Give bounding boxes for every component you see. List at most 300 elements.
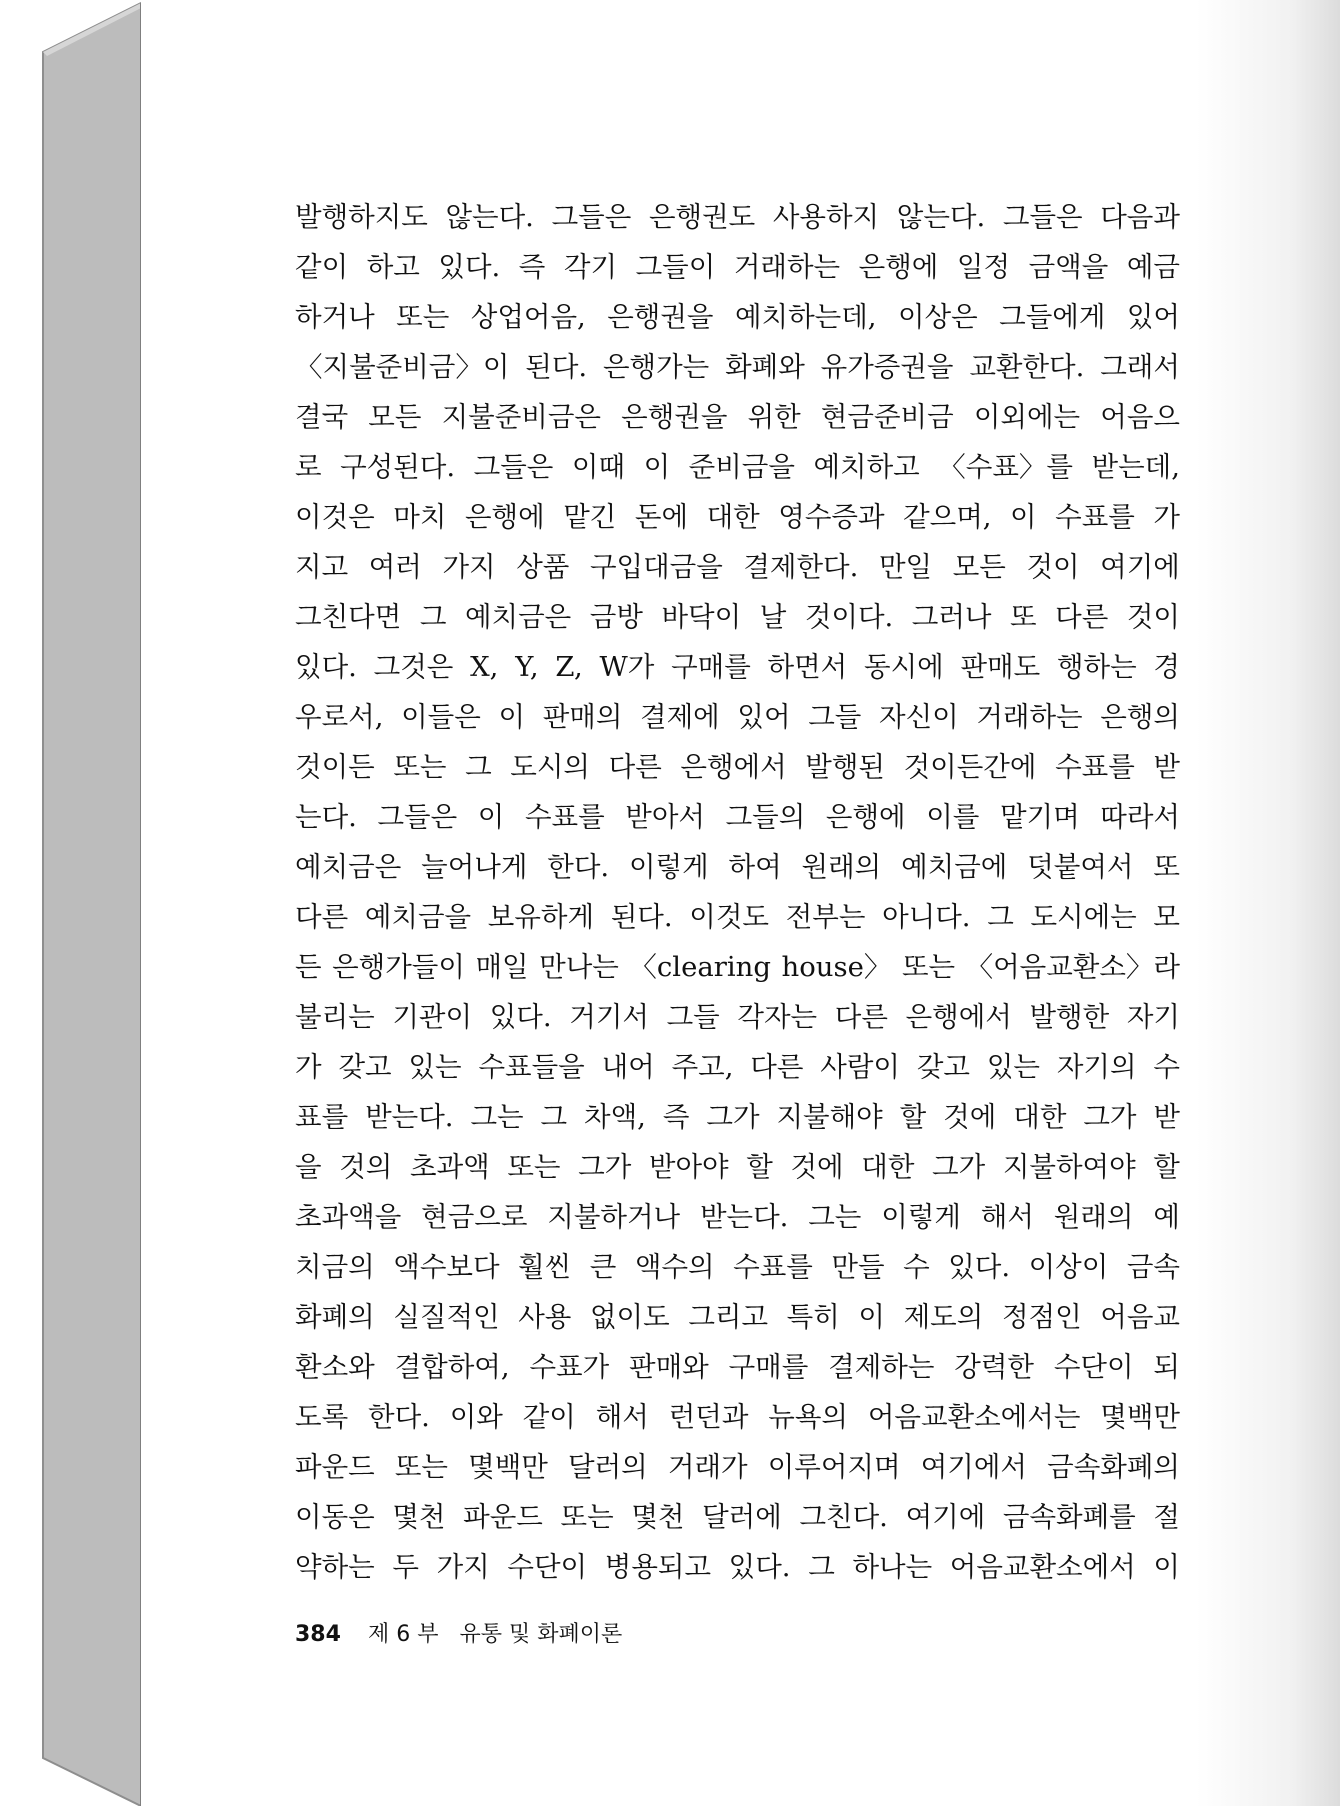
word: 이때 — [571, 451, 626, 483]
text-line — [295, 1042, 1180, 1092]
word: 런던과 — [668, 1401, 749, 1433]
word: 이것은 — [295, 501, 375, 533]
word: 수 — [1153, 1051, 1180, 1083]
word: 그래서 — [1100, 351, 1180, 383]
text-line — [295, 942, 1180, 992]
word: 것에 — [790, 1151, 844, 1183]
word: 두 — [392, 1551, 419, 1583]
word: 병용되고 — [604, 1551, 712, 1583]
word: 있다. — [948, 1251, 1011, 1283]
word: 을 — [295, 1151, 322, 1183]
word: 액수보다 — [393, 1251, 500, 1283]
word: 〈수표〉를 — [938, 451, 1073, 483]
word: 가 — [295, 1051, 322, 1083]
word: 자기의 — [1056, 1051, 1137, 1083]
text-line — [295, 692, 1180, 742]
word: 〈어음교환소〉라 — [965, 951, 1180, 983]
word: 모든 — [952, 551, 1006, 583]
text-line — [295, 1292, 1180, 1342]
word: 그 — [808, 1551, 835, 1583]
word: 금속화폐의 — [1047, 1451, 1180, 1483]
word: 판매와 — [629, 1351, 709, 1383]
word: 예치하고 — [813, 451, 920, 483]
word: 원래의 — [1053, 1201, 1134, 1233]
text-line — [295, 342, 1180, 392]
word: 다음과 — [1100, 201, 1180, 233]
word: 맡긴 — [563, 501, 617, 533]
word: 만나는 — [539, 951, 619, 983]
text-line — [295, 542, 1180, 592]
running-footer — [295, 1617, 622, 1653]
text-line — [295, 192, 1180, 242]
word: 동시에 — [864, 651, 944, 683]
word: 구입대금을 — [589, 551, 723, 583]
word: 특히 — [786, 1301, 840, 1333]
word: 그는 — [470, 1101, 524, 1133]
word: 큰 — [589, 1251, 617, 1283]
text-line — [295, 242, 1180, 292]
word: 교환한다. — [969, 351, 1085, 383]
word: 또는 — [901, 951, 956, 983]
word: X, — [470, 651, 499, 683]
word: 된다. — [525, 351, 588, 383]
word: 있는 — [986, 1051, 1040, 1083]
word: 은행에서 — [680, 751, 787, 783]
word: 은행권도 — [648, 201, 756, 233]
word: 지불해야 — [776, 1101, 883, 1133]
word: 만들 — [831, 1251, 885, 1283]
word: 돈에 — [634, 501, 689, 533]
word: 은행의 — [1100, 701, 1180, 733]
word: 받아야 — [648, 1151, 729, 1183]
word: 또는 — [507, 1151, 561, 1183]
word: 보유하게 — [487, 901, 595, 933]
word: 할 — [1153, 1151, 1180, 1183]
word: 않는다. — [445, 201, 534, 233]
word: 현금준비금 — [820, 401, 954, 433]
word: 결국 — [295, 401, 349, 433]
word: 결제에 — [640, 701, 720, 733]
word: 결합하여, — [394, 1351, 510, 1383]
word: 이 — [1153, 1551, 1180, 1583]
word: 실질적인 — [393, 1301, 500, 1333]
word: 같으며, — [903, 501, 992, 533]
word: 〈지불준비금〉이 — [295, 351, 510, 383]
word: 도시에는 — [1030, 901, 1137, 933]
text-line — [295, 1542, 1180, 1592]
word: 같이 — [522, 1401, 576, 1433]
word: 모 — [1153, 901, 1180, 933]
word: 수단이 — [1053, 1351, 1134, 1383]
word: 이외에는 — [973, 401, 1081, 433]
word: 받아서 — [625, 801, 705, 833]
word: 수표가 — [529, 1351, 610, 1383]
word: 수표들을 — [478, 1051, 585, 1083]
word: 그 — [987, 901, 1014, 933]
word: 이 — [1010, 501, 1037, 533]
word: 그러나 — [911, 601, 992, 633]
text-line — [295, 442, 1180, 492]
word: 또는 — [560, 1501, 614, 1533]
word: 판매도 — [960, 651, 1041, 683]
word: 금속화폐를 — [1002, 1501, 1136, 1533]
word: 사람이 — [820, 1051, 900, 1083]
word: 내어 — [601, 1051, 655, 1083]
text-line — [295, 742, 1180, 792]
word: 파운드 — [295, 1451, 375, 1483]
word: 없이도 — [589, 1301, 670, 1333]
word: 은행권을 — [621, 401, 728, 433]
word: 그것은 — [373, 651, 454, 683]
word: 금방 — [589, 601, 643, 633]
word: 받 — [1153, 751, 1180, 783]
text-line — [295, 392, 1180, 442]
word: 있다. — [295, 651, 357, 683]
body-text — [295, 192, 1180, 1592]
word: 초과액을 — [295, 1201, 402, 1233]
word: 은행에서 — [905, 1001, 1012, 1033]
word: 하나는 — [852, 1551, 933, 1583]
word: 거래하는 — [733, 251, 841, 283]
word: 이동은 — [295, 1501, 375, 1533]
word: 원래의 — [801, 851, 882, 883]
word: 자신이 — [879, 701, 959, 733]
word: 늘어나게 — [421, 851, 528, 883]
text-line — [295, 492, 1180, 542]
word: 우로서, — [295, 701, 384, 733]
word: 것이다. — [804, 601, 894, 633]
page-number: 384 — [295, 1622, 341, 1647]
word: 받는다. — [365, 1101, 454, 1133]
word: 날 — [759, 601, 787, 633]
word: 거기서 — [569, 1001, 649, 1033]
word: 다른 — [295, 901, 349, 933]
word: 금액을 — [1028, 251, 1109, 283]
word: W가 — [599, 651, 655, 683]
word: 은행권을 — [607, 301, 714, 333]
word: 어음교환소에서 — [949, 1551, 1136, 1583]
word: 그 — [465, 751, 492, 783]
word: 그들에게 — [999, 301, 1106, 333]
word: 결제하는 — [828, 1351, 935, 1383]
text-line — [295, 1392, 1180, 1442]
word: 갖고 — [916, 1051, 970, 1083]
word: 또 — [1153, 851, 1180, 883]
word: 받 — [1153, 1101, 1180, 1133]
word: 하여 — [728, 851, 782, 883]
word: 은행에 — [825, 801, 906, 833]
word: 어음교환소에서는 — [867, 1401, 1081, 1433]
word: 발행하지도 — [295, 201, 428, 233]
word: 표를 — [295, 1101, 349, 1133]
word: 지불준비금은 — [441, 401, 601, 433]
word: 몇천 — [392, 1501, 446, 1533]
word: 매일 — [475, 951, 529, 983]
word: 아니다. — [882, 901, 971, 933]
word: 거래가 — [667, 1451, 748, 1483]
word: 사용 — [518, 1301, 572, 1333]
word: 수표를 — [733, 1251, 813, 1283]
word: 유가증권을 — [820, 351, 954, 383]
word: 있다. — [728, 1551, 791, 1583]
text-line — [295, 1342, 1180, 1392]
word: 그 — [419, 601, 447, 633]
text-line — [295, 1492, 1180, 1542]
word: 대한 — [1013, 1101, 1067, 1133]
word: 지고 — [295, 551, 349, 583]
word: 것이든간에 — [903, 751, 1037, 783]
word: 대한 — [861, 1151, 915, 1183]
word: 몇천 — [631, 1501, 685, 1533]
word: 수표를 — [524, 801, 605, 833]
word: 있다. — [438, 251, 501, 283]
word: 그 — [540, 1101, 568, 1133]
word: 그가 — [706, 1101, 760, 1133]
word: 액수의 — [634, 1251, 715, 1283]
word: 은행가들이 — [332, 951, 465, 983]
word: 사용하지 — [772, 201, 880, 233]
text-line — [295, 642, 1180, 692]
word: 해서 — [980, 1201, 1034, 1233]
word: 예금 — [1126, 251, 1180, 283]
word: 상품 — [516, 551, 570, 583]
word: 기관이 — [392, 1001, 473, 1033]
word: 예치금은 — [464, 601, 572, 633]
word: 도시의 — [510, 751, 590, 783]
word: 가지 — [436, 1551, 490, 1583]
word: 가지 — [442, 551, 496, 583]
word: 뉴욕의 — [768, 1401, 848, 1433]
word: 결제한다. — [743, 551, 859, 583]
word: 수단이 — [507, 1551, 588, 1583]
word: 하고 — [366, 251, 420, 283]
word: 절 — [1153, 1501, 1180, 1533]
word: 것이든 — [295, 751, 375, 783]
word: 있다. — [489, 1001, 552, 1033]
word: 그가 — [1083, 1101, 1137, 1133]
word: 은행가는 — [602, 351, 710, 383]
word: 예치금에 — [901, 851, 1008, 883]
word: 파운드 — [463, 1501, 543, 1533]
word: 그는 — [808, 1201, 862, 1233]
word: 바닥이 — [661, 601, 742, 633]
text-line — [295, 842, 1180, 892]
word: 몇백만 — [1100, 1401, 1180, 1433]
word: 로 — [295, 451, 322, 483]
word: 여기에 — [1100, 551, 1180, 583]
word: 지불하거나 — [547, 1201, 681, 1233]
word: 한다. — [547, 851, 610, 883]
word: 할 — [899, 1101, 927, 1133]
word: 지불하여야 — [1002, 1151, 1136, 1183]
word: 이렇게 — [881, 1201, 961, 1233]
word: 즉 — [518, 251, 546, 283]
word: 주고, — [671, 1051, 734, 1083]
word: 든 — [295, 951, 322, 983]
text-line — [295, 292, 1180, 342]
word: 상업어음, — [470, 301, 586, 333]
word: 마치 — [393, 501, 447, 533]
text-line — [295, 1442, 1180, 1492]
word: 위한 — [747, 401, 801, 433]
word: 할 — [746, 1151, 773, 1183]
word: 것이 — [1126, 601, 1180, 633]
word: 하거나 — [295, 301, 375, 333]
word: 덧붙여서 — [1027, 851, 1134, 883]
word: 각기 — [563, 251, 618, 283]
word: 있는 — [408, 1051, 462, 1083]
word: 초과액 — [410, 1151, 490, 1183]
word: 그들은 — [377, 801, 458, 833]
word: 예치금은 — [295, 851, 402, 883]
word: house〉 — [781, 951, 892, 983]
word: 또는 — [394, 1451, 448, 1483]
word: 그들 — [666, 1001, 720, 1033]
word: 각자는 — [737, 1001, 818, 1033]
word: 그리고 — [688, 1301, 769, 1333]
word: 발행한 — [1029, 1001, 1110, 1033]
word: 구매를 — [671, 651, 751, 683]
text-line — [295, 1242, 1180, 1292]
word: 되 — [1153, 1351, 1180, 1383]
word: 은행에 — [464, 501, 545, 533]
word: 갖고 — [338, 1051, 392, 1083]
word: 그들은 — [551, 201, 632, 233]
word: 즉 — [662, 1101, 690, 1133]
word: 어음교 — [1100, 1301, 1180, 1333]
word: Z, — [555, 651, 583, 683]
word: 또는 — [396, 301, 450, 333]
word: 화폐와 — [725, 351, 805, 383]
word: 이것도 — [689, 901, 769, 933]
word: 또는 — [393, 751, 447, 783]
word: 화폐의 — [295, 1301, 375, 1333]
word: 여기에 — [905, 1501, 986, 1533]
word: 약하는 — [295, 1551, 375, 1583]
word: 〈clearing — [629, 951, 771, 983]
word: 않는다. — [896, 201, 986, 233]
word: 이루어지며 — [767, 1451, 901, 1483]
word: 같이 — [295, 251, 349, 283]
word: 다른 — [834, 1001, 888, 1033]
word: 여기에서 — [920, 1451, 1027, 1483]
word: 달러의 — [568, 1451, 648, 1483]
word: 맡기며 — [999, 801, 1080, 833]
word: 금속 — [1126, 1251, 1180, 1283]
word: 이상은 — [897, 301, 978, 333]
word: 이 — [643, 451, 671, 483]
word: 제도의 — [903, 1301, 984, 1333]
word: 모든 — [368, 401, 422, 433]
word: 다른 — [750, 1051, 804, 1083]
word: 여러 — [368, 551, 422, 583]
word: 구매를 — [728, 1351, 809, 1383]
word: 그들의 — [725, 801, 806, 833]
word: 구성된다. — [340, 451, 456, 483]
word: 그친다면 — [295, 601, 402, 633]
word: 된다. — [610, 901, 673, 933]
word: 수 — [903, 1251, 930, 1283]
word: 도록 — [295, 1401, 349, 1433]
word: 전부는 — [785, 901, 866, 933]
word: Y, — [515, 651, 539, 683]
word: 일정 — [956, 251, 1011, 283]
word: 그들이 — [635, 251, 716, 283]
text-line — [295, 1192, 1180, 1242]
text-line — [295, 992, 1180, 1042]
word: 훨씬 — [518, 1251, 572, 1283]
word: 또 — [1010, 601, 1037, 633]
word: 이렇게 — [628, 851, 709, 883]
word: 강력한 — [954, 1351, 1034, 1383]
word: 판매의 — [542, 701, 623, 733]
word: 정점인 — [1001, 1301, 1082, 1333]
word: 수표를 — [1055, 501, 1135, 533]
word: 환소와 — [295, 1351, 375, 1383]
word: 이상이 — [1028, 1251, 1109, 1283]
word: 따라서 — [1100, 801, 1180, 833]
word: 그가 — [932, 1151, 986, 1183]
word: 이 — [498, 701, 526, 733]
text-line — [295, 592, 1180, 642]
word: 경 — [1153, 651, 1180, 683]
word: 그친다. — [799, 1501, 888, 1533]
word: 수표를 — [1055, 751, 1135, 783]
word: 가 — [1153, 501, 1180, 533]
word: 예치하는데, — [734, 301, 877, 333]
word: 이들은 — [401, 701, 481, 733]
word: 그들은 — [473, 451, 554, 483]
word: 하면서 — [767, 651, 848, 683]
text-line — [295, 892, 1180, 942]
word: 자기 — [1126, 1001, 1180, 1033]
word: 있어 — [737, 701, 791, 733]
word: 준비금을 — [688, 451, 795, 483]
word: 달러에 — [702, 1501, 782, 1533]
word: 대한 — [706, 501, 760, 533]
word: 받는다. — [699, 1201, 789, 1233]
word: 발행된 — [805, 751, 885, 783]
word: 이를 — [926, 801, 980, 833]
word: 것에 — [943, 1101, 997, 1133]
word: 해서 — [595, 1401, 649, 1433]
text-line — [295, 1092, 1180, 1142]
word: 영수증과 — [778, 501, 885, 533]
word: 는다. — [295, 801, 357, 833]
word: 것의 — [339, 1151, 393, 1183]
word: 불리는 — [295, 1001, 375, 1033]
word: 치금의 — [295, 1251, 375, 1283]
word: 행하는 — [1056, 651, 1137, 683]
text-line — [295, 792, 1180, 842]
text-line — [295, 1142, 1180, 1192]
word: 받는데, — [1091, 451, 1180, 483]
word: 예 — [1153, 1201, 1180, 1233]
word: 이와 — [449, 1401, 503, 1433]
word: 그가 — [578, 1151, 632, 1183]
word: 현금으로 — [421, 1201, 528, 1233]
word: 이 — [858, 1301, 885, 1333]
word: 그들 — [808, 701, 862, 733]
word: 다른 — [1055, 601, 1109, 633]
word: 이 — [477, 801, 505, 833]
word: 차액, — [584, 1101, 646, 1133]
word: 어음으 — [1100, 401, 1180, 433]
word: 은행에 — [858, 251, 939, 283]
word: 것이 — [1026, 551, 1080, 583]
word: 그들은 — [1002, 201, 1083, 233]
word: 예치금을 — [364, 901, 472, 933]
